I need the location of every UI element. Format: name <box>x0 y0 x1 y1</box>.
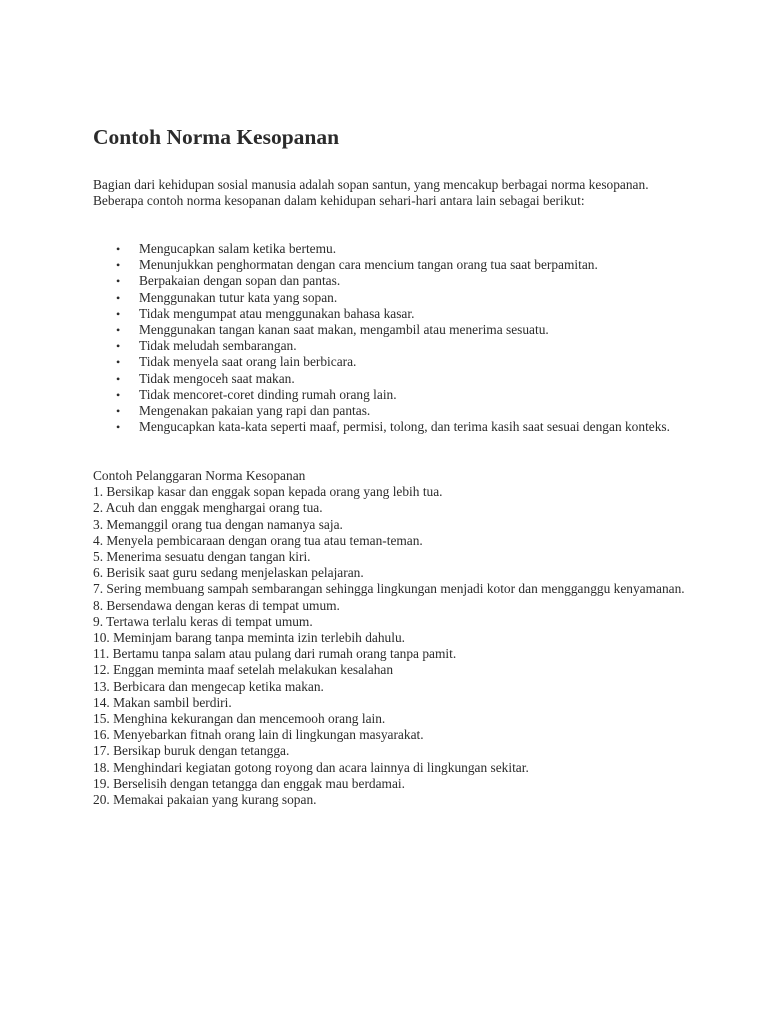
list-item: 11. Bertamu tanpa salam atau pulang dari rumah orang tanpa pamit. <box>93 646 457 662</box>
list-item: 18. Menghindari kegiatan gotong royong dan acara lainnya di lingkungan sekitar. <box>93 759 529 775</box>
violations-list <box>93 484 693 808</box>
list-item <box>93 273 693 289</box>
list-item <box>93 257 693 273</box>
violations-section <box>93 468 693 808</box>
list-item <box>93 338 693 354</box>
bullet-icon: • <box>116 355 121 370</box>
list-item: 6. Berisik saat guru sedang menjelaskan pelajaran. <box>93 565 364 581</box>
bullet-icon: • <box>116 323 121 338</box>
bullet-icon: • <box>116 339 121 354</box>
list-item <box>93 322 693 338</box>
list-item-text: Tidak mengoceh saat makan. <box>139 370 295 386</box>
list-item: 17. Bersikap buruk dengan tetangga. <box>93 743 290 759</box>
bullet-icon: • <box>116 290 121 305</box>
list-item: 13. Berbicara dan mengecap ketika makan. <box>93 678 324 694</box>
bullet-icon: • <box>116 387 121 402</box>
list-item-text: Berpakaian dengan sopan dan pantas. <box>139 273 341 289</box>
list-item-text: Mengucapkan kata-kata seperti maaf, permisi, tolong, dan terima kasih saat sesuai dengan konteks. <box>139 419 670 435</box>
list-item: 16. Menyebarkan fitnah orang lain di lingkungan masyarakat. <box>93 727 424 743</box>
bullet-icon: • <box>116 371 121 386</box>
bullet-icon: • <box>116 242 121 256</box>
list-item <box>93 387 693 403</box>
list-item-text: Tidak mengumpat atau menggunakan bahasa kasar. <box>139 305 415 321</box>
bullet-icon: • <box>116 306 121 321</box>
list-item: 2. Acuh dan enggak menghargai orang tua. <box>93 500 323 516</box>
list-item: 5. Menerima sesuatu dengan tangan kiri. <box>93 549 311 565</box>
list-item <box>93 371 693 387</box>
list-item: 15. Menghina kekurangan dan mencemooh orang lain. <box>93 711 386 727</box>
list-item <box>93 419 693 435</box>
bullet-icon: • <box>116 258 121 273</box>
list-item-text: Menggunakan tutur kata yang sopan. <box>139 289 338 305</box>
list-item <box>93 306 693 322</box>
list-item <box>93 403 693 419</box>
list-item <box>93 354 693 370</box>
list-item: 8. Bersendawa dengan keras di tempat umum. <box>93 597 340 613</box>
list-item: 1. Bersikap kasar dan enggak sopan kepada orang yang lebih tua. <box>93 484 443 500</box>
bullet-icon: • <box>116 274 121 289</box>
list-item: 4. Menyela pembicaraan dengan orang tua atau teman-teman. <box>93 532 423 548</box>
norms-bullet-list <box>93 241 693 435</box>
list-item <box>93 241 693 257</box>
list-item: 14. Makan sambil berdiri. <box>93 694 232 710</box>
list-item-text: Mengucapkan salam ketika bertemu. <box>139 241 337 256</box>
list-item-text: Menunjukkan penghormatan dengan cara mencium tangan orang tua saat berpamitan. <box>139 257 598 273</box>
list-item: 12. Enggan meminta maaf setelah melakukan kesalahan <box>93 662 394 678</box>
list-item-text: Tidak menyela saat orang lain berbicara. <box>139 354 357 370</box>
list-item-text: Tidak mencoret-coret dinding rumah orang lain. <box>139 386 397 402</box>
list-item: 10. Meminjam barang tanpa meminta izin terlebih dahulu. <box>93 630 405 646</box>
intro-paragraph: Bagian dari kehidupan sosial manusia adalah sopan santun, yang mencakup berbagai norma kesopanan. Beberapa contoh norma kesopanan dalam kehidupan sehari-hari antara lain sebagai berikut: <box>93 177 649 209</box>
list-item: 20. Memakai pakaian yang kurang sopan. <box>93 792 317 808</box>
bullet-icon: • <box>116 404 121 419</box>
list-item-text: Tidak meludah sembarangan. <box>139 338 297 354</box>
list-item: 9. Tertawa terlalu keras di tempat umum. <box>93 613 313 629</box>
list-item: 19. Berselisih dengan tetangga dan enggak mau berdamai. <box>93 775 405 791</box>
list-item-text: Mengenakan pakaian yang rapi dan pantas. <box>139 403 371 419</box>
list-item <box>93 290 693 306</box>
list-item-text: Menggunakan tangan kanan saat makan, mengambil atau menerima sesuatu. <box>139 322 549 338</box>
page-title: Contoh Norma Kesopanan <box>93 125 340 149</box>
bullet-icon: • <box>116 420 121 435</box>
section-heading: Contoh Pelanggaran Norma Kesopanan <box>93 468 306 483</box>
list-item: 3. Memanggil orang tua dengan namanya saja. <box>93 516 343 532</box>
list-item: 7. Sering membuang sampah sembarangan sehingga lingkungan menjadi kotor dan mengganggu kenyamanan. <box>93 581 685 597</box>
